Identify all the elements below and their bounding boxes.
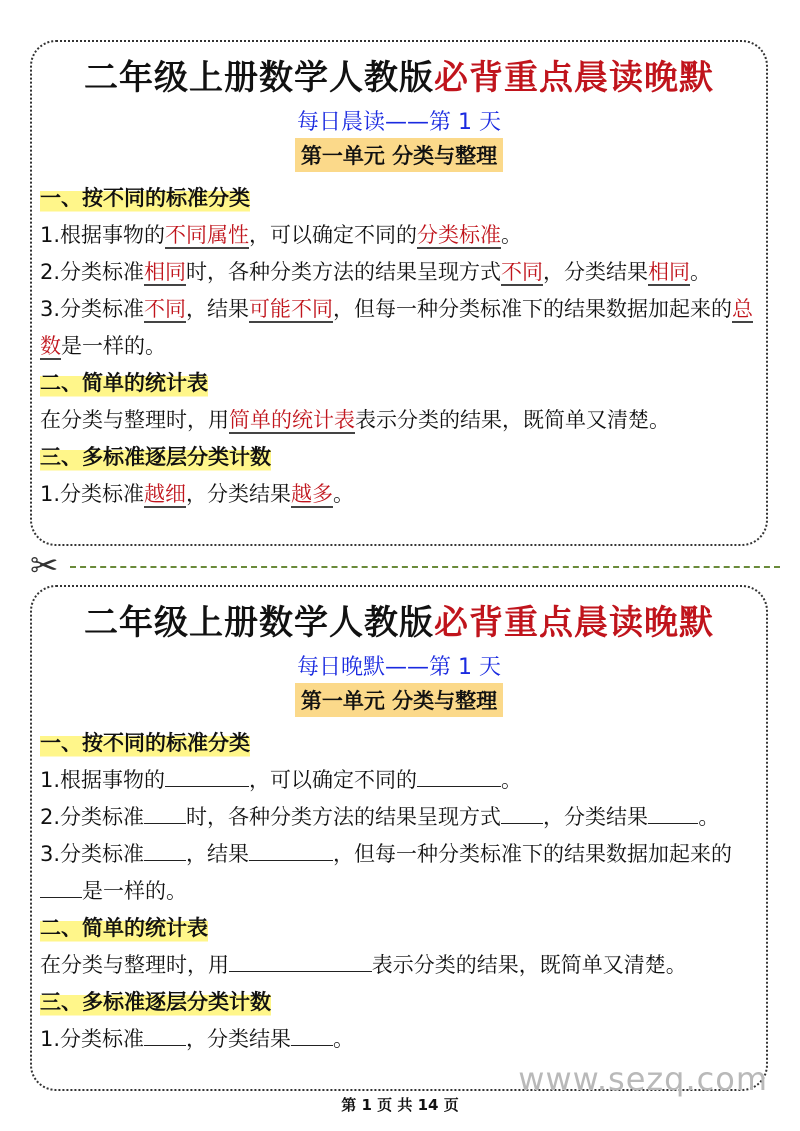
key-answer: 可能不同 bbox=[249, 297, 334, 321]
morning-reading-card bbox=[30, 40, 768, 546]
point-text: 1.根据事物的 bbox=[40, 768, 166, 792]
section-heading-text: 三、多标准逐层分类计数 bbox=[40, 984, 271, 1021]
point-text: 2.分类标准 bbox=[40, 260, 145, 284]
point-text: 3.分类标准 bbox=[40, 297, 145, 321]
section-heading bbox=[40, 910, 764, 947]
knowledge-point bbox=[40, 254, 764, 291]
fill-in-blank bbox=[291, 1023, 333, 1046]
knowledge-point bbox=[40, 947, 764, 984]
knowledge-point bbox=[40, 217, 764, 254]
point-text: 。 bbox=[333, 482, 355, 506]
point-text: ，分类结果 bbox=[186, 482, 292, 506]
point-text: ，分类结果 bbox=[543, 805, 649, 829]
knowledge-point bbox=[40, 476, 764, 513]
card-body bbox=[40, 725, 764, 1058]
point-text: ，结果 bbox=[186, 842, 250, 866]
knowledge-point bbox=[40, 291, 764, 365]
page-title bbox=[32, 595, 766, 644]
fill-in-blank bbox=[417, 764, 501, 787]
point-text: 。 bbox=[333, 1027, 355, 1051]
fill-in-blank bbox=[144, 838, 186, 861]
section-heading bbox=[40, 984, 764, 1021]
section-heading-text: 一、按不同的标准分类 bbox=[40, 725, 250, 762]
section-heading-text: 二、简单的统计表 bbox=[40, 910, 208, 947]
point-text: 2.分类标准 bbox=[40, 805, 145, 829]
point-text: 。 bbox=[501, 768, 523, 792]
watermark: www.sezq.com bbox=[518, 1060, 768, 1098]
point-text: 时，各种分类方法的结果呈现方式 bbox=[186, 260, 502, 284]
key-answer: 相同 bbox=[144, 260, 187, 284]
point-text: 在分类与整理时，用 bbox=[40, 408, 229, 432]
point-text: 表示分类的结果，既简单又清楚。 bbox=[355, 408, 670, 432]
scissors-icon: ✂ bbox=[30, 546, 59, 586]
knowledge-point bbox=[40, 1021, 764, 1058]
point-text: ，但每一种分类标准下的结果数据加起来的 bbox=[333, 297, 733, 321]
point-text: 是一样的。 bbox=[82, 879, 187, 903]
point-text: ，分类结果 bbox=[543, 260, 649, 284]
fill-in-blank bbox=[501, 801, 543, 824]
point-text: 。 bbox=[698, 805, 720, 829]
fill-in-blank bbox=[229, 949, 372, 972]
section-heading bbox=[40, 725, 764, 762]
key-answer: 越细 bbox=[144, 482, 187, 506]
key-answer: 简单的统计表 bbox=[229, 408, 355, 432]
knowledge-point bbox=[40, 402, 764, 439]
fill-in-blank bbox=[144, 801, 186, 824]
key-answer: 相同 bbox=[648, 260, 691, 284]
unit-label: 第一单元 分类与整理 bbox=[295, 138, 503, 172]
page-footer: 第 1 页 共 14 页 bbox=[341, 1096, 459, 1114]
section-heading-text: 三、多标准逐层分类计数 bbox=[40, 439, 271, 476]
fill-in-blank bbox=[40, 875, 82, 898]
point-text: ，结果 bbox=[186, 297, 250, 321]
point-text: 1.分类标准 bbox=[40, 482, 145, 506]
key-answer: 分类标准 bbox=[417, 223, 502, 247]
point-text: 3.分类标准 bbox=[40, 842, 145, 866]
subtitle: 每日晚默——第 1 天 bbox=[297, 655, 501, 680]
key-answer: 不同属性 bbox=[165, 223, 250, 247]
section-heading-text: 二、简单的统计表 bbox=[40, 365, 208, 402]
key-answer: 越多 bbox=[291, 482, 334, 506]
key-answer: 不同 bbox=[144, 297, 187, 321]
section-heading-text: 一、按不同的标准分类 bbox=[40, 180, 250, 217]
subtitle: 每日晨读——第 1 天 bbox=[297, 110, 501, 135]
card-body bbox=[40, 180, 764, 513]
point-text: 在分类与整理时，用 bbox=[40, 953, 229, 977]
knowledge-point bbox=[40, 762, 764, 799]
point-text: 。 bbox=[501, 223, 523, 247]
fill-in-blank bbox=[165, 764, 249, 787]
fill-in-blank bbox=[648, 801, 673, 824]
point-text: ，但每一种分类标准下的结果数据加起来的 bbox=[333, 842, 733, 866]
point-text: 。 bbox=[690, 260, 712, 284]
knowledge-point bbox=[40, 836, 764, 910]
point-text: ，可以确定不同的 bbox=[249, 223, 418, 247]
key-answer: 总数 bbox=[40, 297, 754, 358]
point-text: 1.分类标准 bbox=[40, 1027, 145, 1051]
section-heading bbox=[40, 365, 764, 402]
evening-dictation-card bbox=[30, 585, 768, 1091]
point-text: ，可以确定不同的 bbox=[249, 768, 418, 792]
key-answer: 不同 bbox=[501, 260, 544, 284]
title-black: 二年级上册数学人教版 bbox=[84, 58, 434, 98]
fill-in-blank bbox=[249, 838, 333, 861]
cut-line bbox=[70, 566, 780, 568]
knowledge-point bbox=[40, 799, 764, 836]
fill-in-blank bbox=[673, 801, 698, 824]
point-text: 表示分类的结果，既简单又清楚。 bbox=[371, 953, 687, 977]
title-red: 必背重点晨读晚默 bbox=[434, 58, 714, 98]
fill-in-blank bbox=[144, 1023, 186, 1046]
page-title bbox=[32, 50, 766, 99]
title-red: 必背重点晨读晚默 bbox=[434, 603, 714, 643]
title-black: 二年级上册数学人教版 bbox=[84, 603, 434, 643]
point-text: 是一样的。 bbox=[61, 334, 166, 358]
point-text: ，分类结果 bbox=[186, 1027, 292, 1051]
unit-label: 第一单元 分类与整理 bbox=[295, 683, 503, 717]
point-text: 时，各种分类方法的结果呈现方式 bbox=[186, 805, 502, 829]
section-heading bbox=[40, 439, 764, 476]
section-heading bbox=[40, 180, 764, 217]
point-text: 1.根据事物的 bbox=[40, 223, 166, 247]
